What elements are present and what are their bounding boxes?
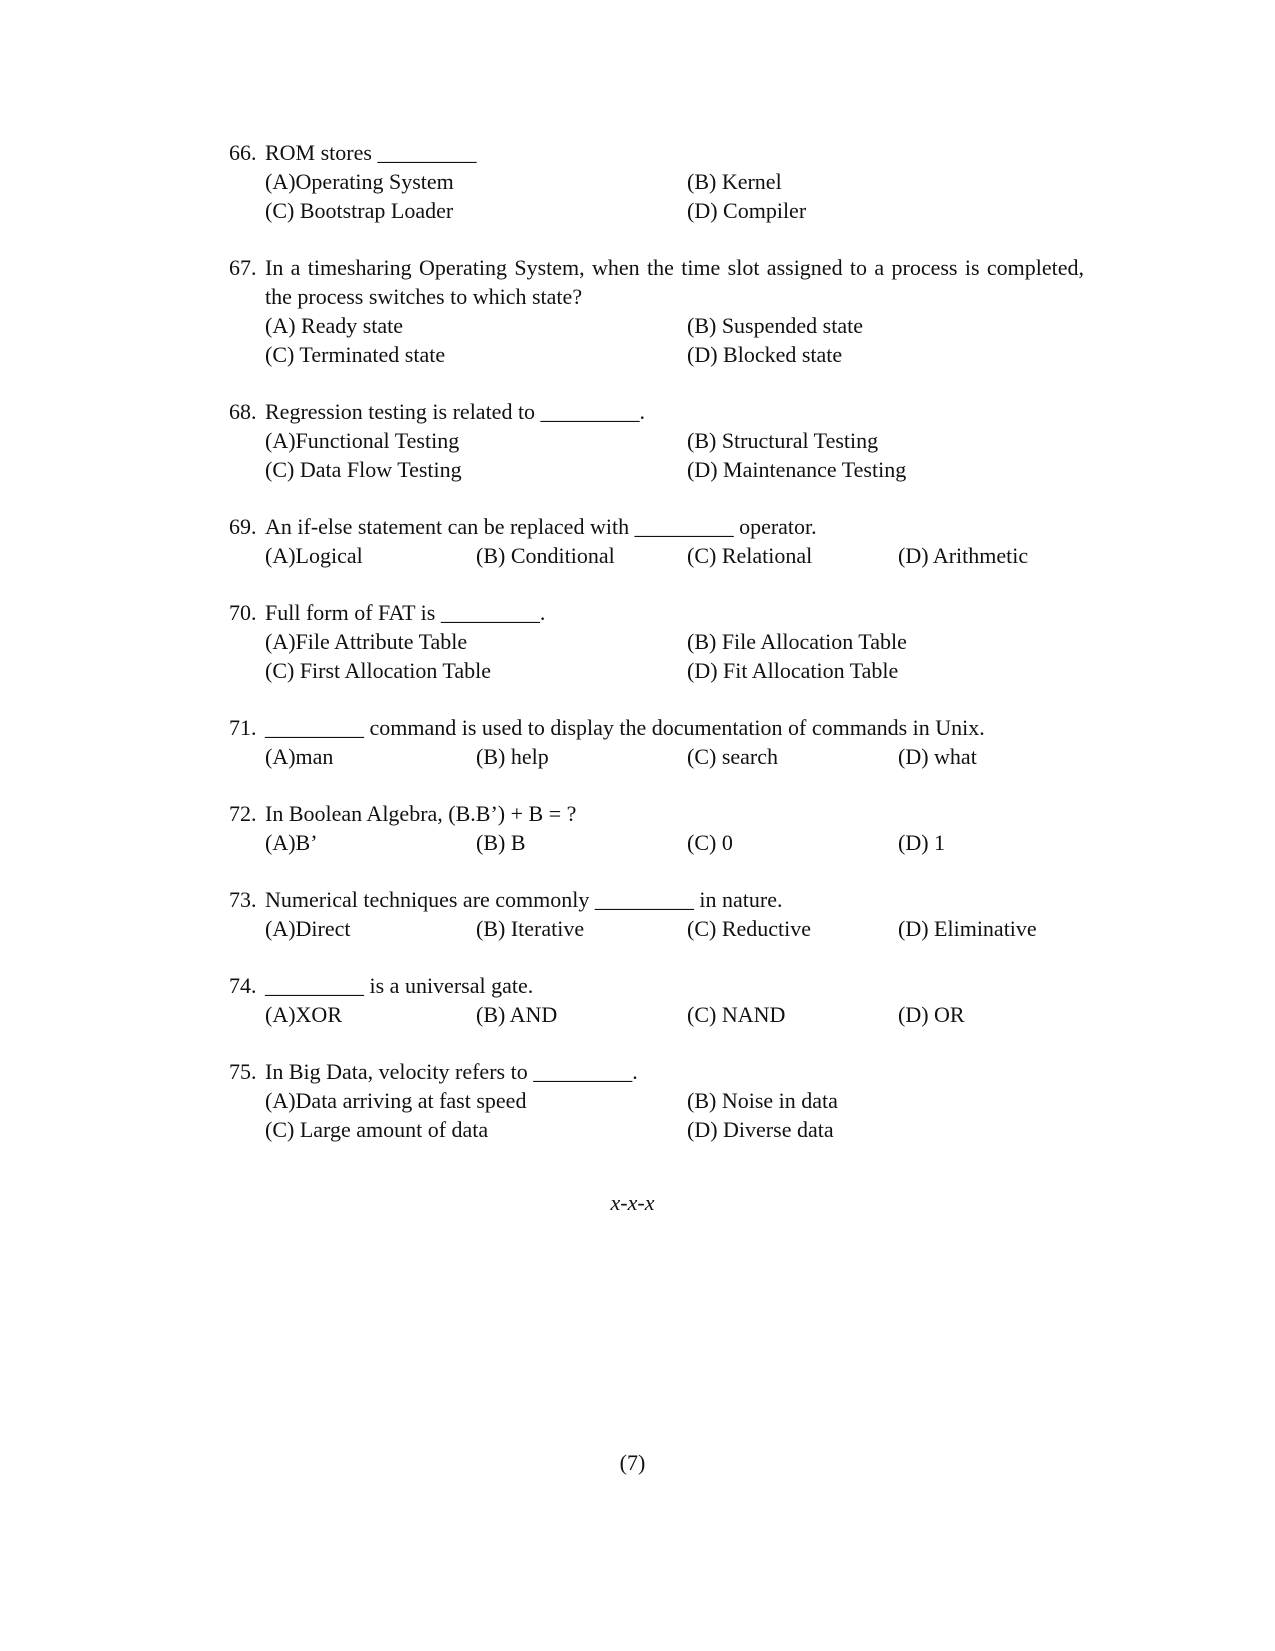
- answer-option: (C) 0: [687, 830, 733, 855]
- answer-option: (D) OR: [898, 1002, 965, 1027]
- answer-option: (D) Maintenance Testing: [687, 457, 907, 482]
- question-stem-line: [229, 598, 1084, 627]
- answer-option: (C) First Allocation Table: [265, 658, 491, 683]
- question-number: 69.: [229, 514, 257, 539]
- answer-option: (D) 1: [898, 830, 946, 855]
- answer-option: (B) help: [476, 744, 549, 769]
- answer-option: (D) Eliminative: [898, 916, 1037, 941]
- option-grid: [265, 627, 1084, 685]
- answer-option: (C) search: [687, 744, 779, 769]
- answer-option: (C) NAND: [687, 1002, 786, 1027]
- option-grid: [265, 311, 1084, 369]
- question-stem-line: [229, 138, 1084, 167]
- question-block: [229, 799, 1084, 857]
- question-block: [229, 253, 1084, 369]
- question-stem-line: [229, 885, 1084, 914]
- answer-option: (B) Noise in data: [687, 1088, 838, 1113]
- answer-option: (D) Diverse data: [687, 1117, 834, 1142]
- question-block: [229, 397, 1084, 484]
- question-list: [229, 138, 1084, 1172]
- answer-option: (A)Functional Testing: [265, 428, 460, 453]
- answer-option: (B) Structural Testing: [687, 428, 879, 453]
- answer-option: (A)XOR: [265, 1002, 342, 1027]
- option-grid: [265, 1086, 1084, 1144]
- answer-option: (C) Reductive: [687, 916, 812, 941]
- answer-option: (B) B: [476, 830, 526, 855]
- answer-option: (B) AND: [476, 1002, 558, 1027]
- answer-option: (B) Conditional: [476, 543, 615, 568]
- question-block: [229, 512, 1084, 570]
- question-number: 67.: [229, 255, 257, 280]
- question-text: _________ command is used to display the documentation of commands in Unix.: [265, 715, 985, 740]
- question-number: 74.: [229, 973, 257, 998]
- question-number: 68.: [229, 399, 257, 424]
- end-mark: x-x-x: [610, 1190, 655, 1215]
- question-number: 75.: [229, 1059, 257, 1084]
- option-grid: [265, 426, 1084, 484]
- question-stem-line: [229, 397, 1084, 426]
- question-text: In Big Data, velocity refers to _________.: [265, 1059, 638, 1084]
- option-grid: [265, 1000, 1084, 1029]
- option-grid: [265, 167, 1084, 225]
- answer-option: (D) Compiler: [687, 198, 807, 223]
- page-number: (7): [619, 1450, 646, 1475]
- answer-option: (C) Relational: [687, 543, 813, 568]
- answer-option: (D) Fit Allocation Table: [687, 658, 899, 683]
- question-block: [229, 885, 1084, 943]
- question-text: Full form of FAT is _________.: [265, 600, 546, 625]
- answer-option: (C) Bootstrap Loader: [265, 198, 454, 223]
- question-stem-line: [229, 971, 1084, 1000]
- answer-option: (D) Blocked state: [687, 342, 843, 367]
- question-block: [229, 598, 1084, 685]
- question-text: _________ is a universal gate.: [265, 973, 534, 998]
- answer-option: (A)Data arriving at fast speed: [265, 1088, 527, 1113]
- answer-option: (A)B’: [265, 830, 318, 855]
- answer-option: (A)man: [265, 744, 334, 769]
- question-number: 70.: [229, 600, 257, 625]
- answer-option: (A)File Attribute Table: [265, 629, 468, 654]
- question-number: 73.: [229, 887, 257, 912]
- answer-option: (A)Logical: [265, 543, 363, 568]
- answer-option: (B) Iterative: [476, 916, 585, 941]
- answer-option: (C) Terminated state: [265, 342, 446, 367]
- answer-option: (B) File Allocation Table: [687, 629, 907, 654]
- answer-option: (A)Direct: [265, 916, 351, 941]
- option-grid: [265, 828, 1084, 857]
- answer-option: (C) Data Flow Testing: [265, 457, 462, 482]
- question-number: 72.: [229, 801, 257, 826]
- question-stem-line: [229, 799, 1084, 828]
- question-stem-line: [229, 253, 1084, 311]
- question-text: ROM stores _________: [265, 140, 477, 165]
- question-block: [229, 138, 1084, 225]
- question-number: 66.: [229, 140, 257, 165]
- option-grid: [265, 914, 1084, 943]
- question-text: An if-else statement can be replaced with _________ operator.: [265, 514, 817, 539]
- answer-option: (B) Kernel: [687, 169, 782, 194]
- question-number: 71.: [229, 715, 257, 740]
- answer-option: (A) Ready state: [265, 313, 404, 338]
- question-block: [229, 1057, 1084, 1144]
- question-block: [229, 971, 1084, 1029]
- question-text: In Boolean Algebra, (B.B’) + B = ?: [265, 801, 577, 826]
- option-grid: [265, 742, 1084, 771]
- question-text: Regression testing is related to _________.: [265, 399, 646, 424]
- question-stem-line: [229, 713, 1084, 742]
- question-block: [229, 713, 1084, 771]
- question-stem-line: [229, 1057, 1084, 1086]
- answer-option: (B) Suspended state: [687, 313, 863, 338]
- question-text: In a timesharing Operating System, when the time slot assigned to a process is completed, the process switches to which state?: [265, 255, 1084, 309]
- answer-option: (A)Operating System: [265, 169, 454, 194]
- answer-option: (C) Large amount of data: [265, 1117, 489, 1142]
- question-text: Numerical techniques are commonly _________ in nature.: [265, 887, 783, 912]
- answer-option: (D) what: [898, 744, 977, 769]
- option-grid: [265, 541, 1084, 570]
- question-stem-line: [229, 512, 1084, 541]
- answer-option: (D) Arithmetic: [898, 543, 1029, 568]
